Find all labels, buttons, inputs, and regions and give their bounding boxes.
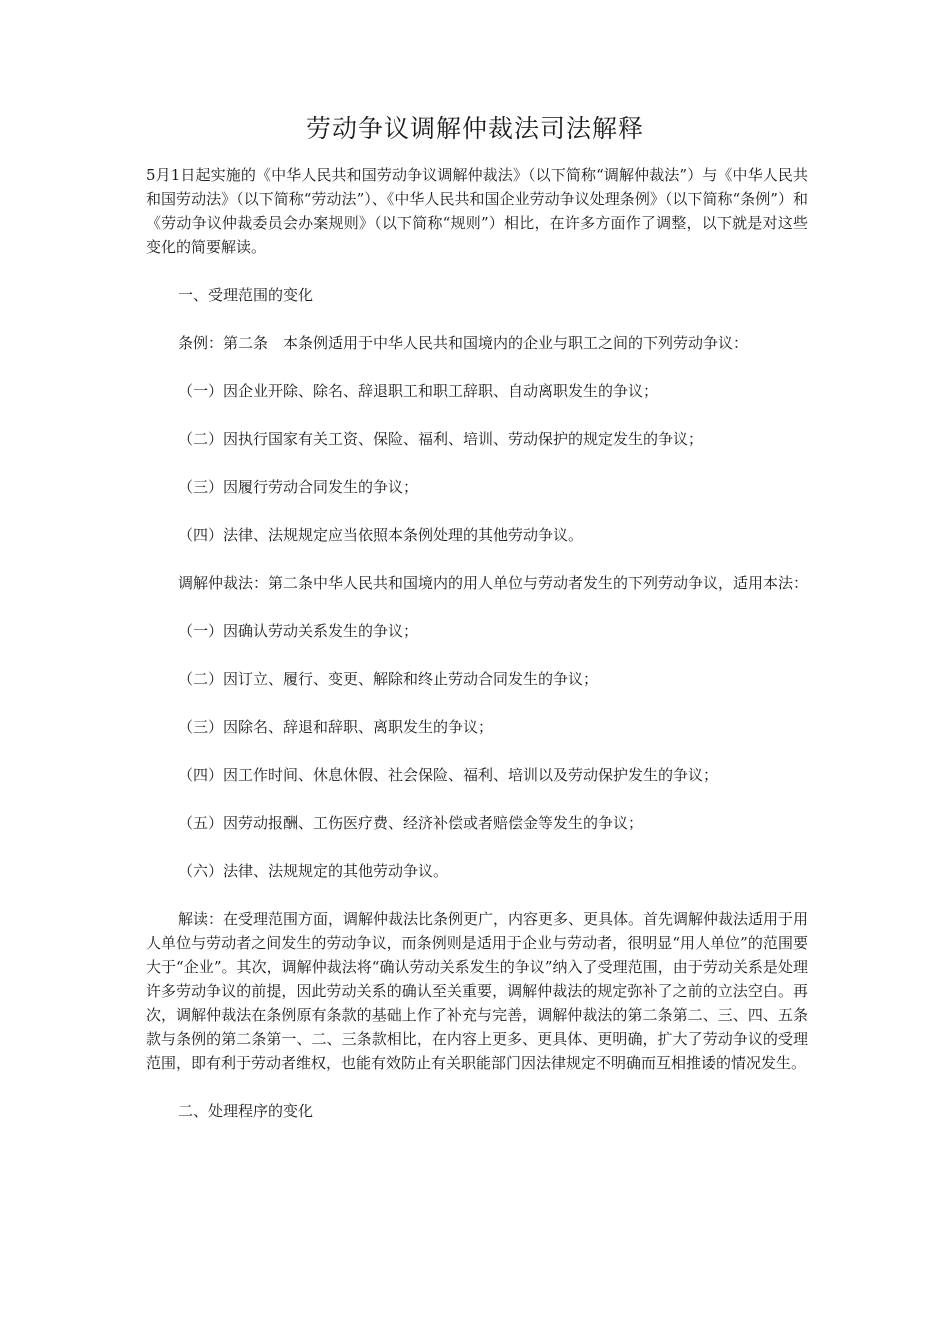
law-item-3: （三）因除名、辞退和辞职、离职发生的争议； [178, 718, 494, 736]
document-body [146, 163, 808, 1123]
law-item-1: （一）因确认劳动关系发生的争议； [178, 622, 419, 640]
regulation-item-4: （四）法律、法规规定应当依照本条例处理的其他劳动争议。 [178, 526, 584, 544]
regulation-item-2: （二）因执行国家有关工资、保险、福利、培训、劳动保护的规定发生的争议； [178, 430, 704, 448]
regulation-item-3: （三）因履行劳动合同发生的争议； [178, 478, 419, 496]
intro-paragraph: 5月1日起实施的《中华人民共和国劳动争议调解仲裁法》（以下简称“调解仲裁法”）与《中华人民共和国劳动法》（以下简称“劳动法”）、《中华人民共和国企业劳动争议处理条例》（以下简称“条例”）和《劳动争议仲裁委员会办案规则》（以下简称“规则”）相比，在许多方面作了调整，以下就是对这些变化的简要解读。 [146, 166, 808, 256]
law-item-2: （二）因订立、履行、变更、解除和终止劳动合同发生的争议； [178, 670, 599, 688]
regulation-article-2: 条例：第二条 本条例适用于中华人民共和国境内的企业与职工之间的下列劳动争议： [178, 334, 749, 352]
section-heading-1: 一、受理范围的变化 [178, 286, 314, 304]
section-heading-2: 二、处理程序的变化 [178, 1102, 314, 1120]
interpretation-paragraph: 解读：在受理范围方面，调解仲裁法比条例更广，内容更多、更具体。首先调解仲裁法适用于用人单位与劳动者之间发生的劳动争议，而条例则是适用于企业与劳动者，很明显“用人单位”的范围要大于“企业”。其次，调解仲裁法将“确认劳动关系发生的争议”纳入了受理范围，由于劳动关系是处理许多劳动争议的前提，因此劳动关系的确认至关重要，调解仲裁法的规定弥补了之前的立法空白。再次，调解仲裁法在条例原有条款的基础上作了补充与完善，调解仲裁法的第二条第二、三、四、五条款与条例的第二条第一、二、三条款相比，在内容上更多、更具体、更明确，扩大了劳动争议的受理范围，即有利于劳动者维权，也能有效防止有关职能部门因法律规定不明确而互相推诿的情况发生。 [146, 910, 809, 1072]
law-item-4: （四）因工作时间、休息休假、社会保险、福利、培训以及劳动保护发生的争议； [178, 766, 719, 784]
document-title: 劳动争议调解仲裁法司法解释 [305, 114, 644, 143]
law-item-6: （六）法律、法规规定的其他劳动争议。 [178, 862, 449, 880]
law-article-2: 调解仲裁法：第二条中华人民共和国境内的用人单位与劳动者发生的下列劳动争议，适用本法： [178, 574, 809, 592]
regulation-item-1: （一）因企业开除、除名、辞退职工和职工辞职、自动离职发生的争议； [178, 382, 659, 400]
law-item-5: （五）因劳动报酬、工伤医疗费、经济补偿或者赔偿金等发生的争议； [178, 814, 644, 832]
